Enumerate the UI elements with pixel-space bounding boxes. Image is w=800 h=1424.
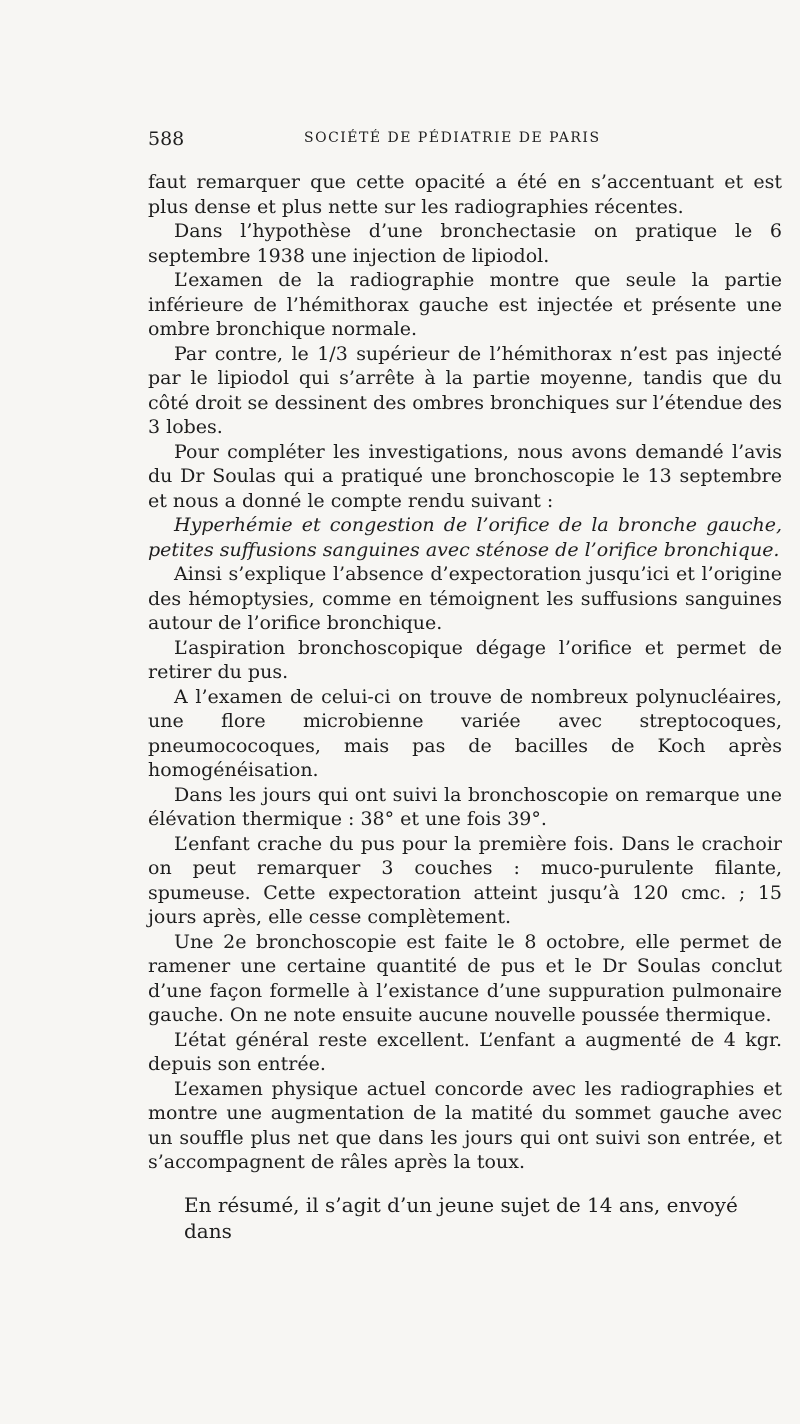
paragraph: A l’examen de celui-ci on trouve de nombreux polynucléaires, une flore microbienne variée avec streptocoques, pneumococoques, mais pas de bacilles de Koch après homogénéisation. [148,685,782,781]
body-text [148,170,782,1175]
paragraph: L’examen de la radiographie montre que seule la partie inférieure de l’hémithorax gauche est injectée et présente une ombre bronchique normale. [148,269,782,340]
paragraph: Dans les jours qui ont suivi la bronchoscopie on remarque une élévation thermique : 38° et une fois 39°. [148,783,782,830]
paragraph: Ainsi s’explique l’absence d’expectoration jusqu’ici et l’origine des hémoptysies, comme en témoignent les suffusions sanguines autour de l’orifice bronchique. [148,563,782,634]
page-number: 588 [148,128,185,150]
paragraph-continuation: faut remarquer que cette opacité a été en s’accentuant et est plus dense et plus nette sur les radiographies récentes. [148,171,782,218]
paragraph: L’état général reste excellent. L’enfant a augmenté de 4 kgr. depuis son entrée. [148,1028,782,1075]
running-title: SOCIÉTÉ DE PÉDIATRIE DE PARIS [304,130,601,146]
paragraph: Pour compléter les investigations, nous avons demandé l’avis du Dr Soulas qui a pratiqué une bronchoscopie le 13 septembre et nous a donné le compte rendu suivant : [148,440,782,512]
paragraph: Dans l’hypothèse d’une bronchectasie on pratique le 6 septembre 1938 une injection de lipiodol. [148,220,782,267]
paragraph: Une 2e bronchoscopie est faite le 8 octobre, elle permet de ramener une certaine quantité de pus et le Dr Soulas conclut d’une façon formelle à l’existance d’une suppuration pulmonaire gauche. On ne note ensuite aucune nouvelle poussée thermique. [148,930,782,1026]
paragraph: Par contre, le 1/3 supérieur de l’hémithorax n’est pas injecté par le lipiodol qui s’arrête à la partie moyenne, tandis que du côté droit se dessinent des ombres bronchiques sur l’étendue des 3 lobes. [148,342,782,438]
bronchoscopy-report-quote: Hyperhémie et congestion de l’orifice de la bronche gauche, petites suffusions sanguines avec sténose de l’orifice bronchique. [148,514,782,561]
page-header [148,128,648,154]
summary-paragraph: En résumé, il s’agit d’un jeune sujet de 14 ans, envoyé dans [184,1193,738,1243]
paragraph: L’enfant crache du pus pour la première fois. Dans le crachoir on peut remarquer 3 couches : muco-purulente filante, spumeuse. Cette expectoration atteint jusqu’à 120 cmc. ; 15 jours après, elle cesse complètement. [148,832,782,928]
paragraph: L’examen physique actuel concorde avec les radiographies et montre une augmentation de la matité du sommet gauche avec un souffle plus net que dans les jours qui ont suivi son entrée, et s’accompagnent de râles après la toux. [148,1077,782,1173]
paragraph: L’aspiration bronchoscopique dégage l’orifice et permet de retirer du pus. [148,636,782,683]
